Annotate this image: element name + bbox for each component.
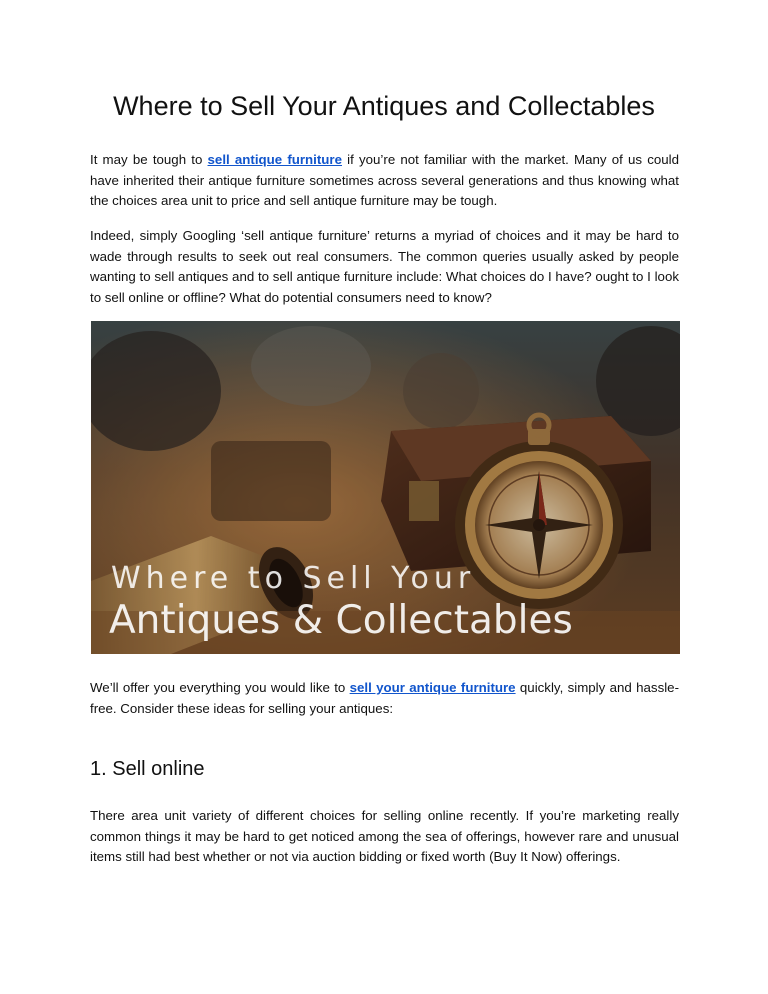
hero-image — [91, 321, 680, 654]
googling-paragraph: Indeed, simply Googling ‘sell antique furniture’ returns a myriad of choices and it may be hard to wade through results to seek out real consumers. The common queries usually asked by people wanting to sell antiques and to sell antique furniture include: What choices do I have? ought to I look to sell online or offline? What do potential consumers need to know? — [90, 228, 679, 306]
hero-caption-line1: Where to Sell Your — [111, 561, 476, 596]
sell-your-antique-furniture-link[interactable]: sell your antique furniture — [349, 680, 516, 695]
page-title: Where to Sell Your Antiques and Collectables — [113, 91, 655, 121]
hero-caption-line2: Antiques & Collectables — [109, 598, 573, 643]
section-heading-sell-online: 1. Sell online — [90, 758, 205, 780]
intro-text-after: if you’re not familiar with the market. Many of us could have inherited their antique furniture sometimes across several generations and thus knowing what the choices area unit to price and sell antique furniture may be tough. — [90, 152, 679, 209]
sell-online-paragraph: There area unit variety of different choices for selling online recently. If you’re marketing really common things it may be hard to get noticed among the sea of offerings, however rare and unusual items still had best whether or not via auction bidding or fixed worth (Buy It Now) offerings. — [90, 808, 679, 865]
intro-text-before: It may be tough to — [90, 152, 208, 167]
offer-paragraph — [90, 678, 679, 719]
offer-text-before: We’ll offer you everything you would like to — [90, 680, 350, 695]
sell-antique-furniture-link[interactable]: sell antique furniture — [207, 152, 342, 167]
intro-paragraph — [90, 150, 679, 212]
offer-text-after: quickly, simply and hassle-free. Consider these ideas for selling your antiques: — [90, 680, 679, 716]
